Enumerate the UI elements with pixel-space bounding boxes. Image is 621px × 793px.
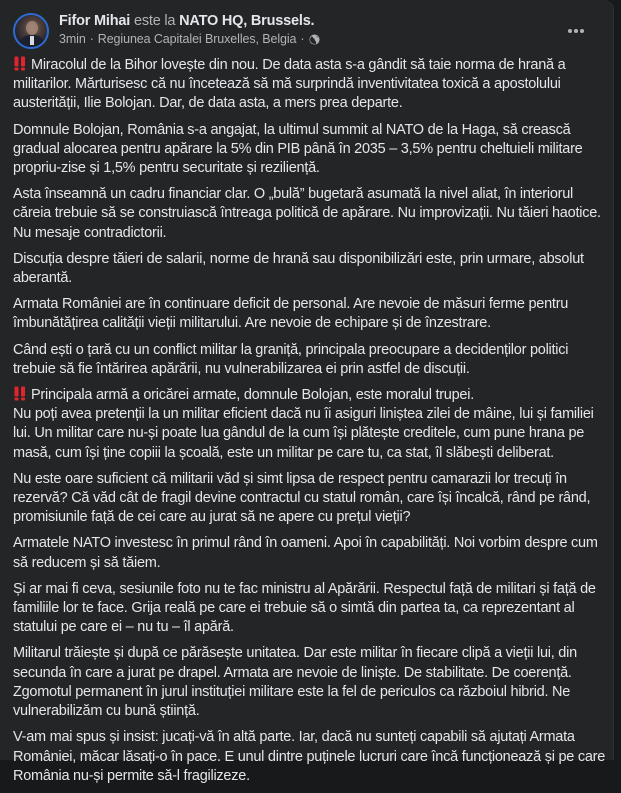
post-paragraph (13, 386, 609, 463)
post-header (13, 11, 603, 51)
paragraph-text: Nu este oare suficient că militarii văd și simt lipsa de respect pentru camarazii lor trecuți în rezervă? Că văd cât de fragil devine contractul cu statul român, care își încalcă, rând pe rând, promisiunile față de cei care au jurat să ne apere cu prețul vieții? (13, 470, 591, 526)
paragraph-text: Discuția despre tăieri de salarii, norme de hrană sau disponibilizări este, prin urmare, absolut aberantă. (13, 250, 584, 287)
paragraph-text: Miracolul de la Bihor lovește din nou. De data asta s-a gândit să taie norma de hrană a militarilor. Mărturisesc că nu încetează să mă surprindă inventivitatea toxică a apostolului austerității, Ilie Bolojan. Dar, de data asta, a mers prea departe. (13, 57, 566, 112)
checkin-connector: este la (133, 13, 176, 29)
author-line (59, 13, 314, 29)
paragraph-text: Asta înseamnă un cadru financiar clar. O „bulă” bugetară asumată la nivel aliat, în interiorul căreia trebuie să se construiască întreaga politică de apărare. Nu improvizații. Nu tăieri haotice. Nu mesaje contradictorii. (13, 186, 601, 241)
post-body (13, 56, 609, 793)
paragraph-text: Armatele NATO investesc în primul rând în oameni. Apoi în capabilități. Noi vorbim despre cum să reducem și să tăiem. (13, 535, 598, 571)
post-paragraph (13, 341, 609, 379)
author-name-link[interactable]: Fifor Mihai (59, 13, 131, 29)
post-paragraph (13, 580, 609, 638)
paragraph-text: Când ești o țară cu un conflict militar la graniță, principala preocupare a decidenților politici trebuie să fie întărirea apărării, nu vulnerabilizarea ei prin astfel de discuții. (13, 341, 569, 377)
paragraph-text: Militarul trăiește și după ce părăsește unitatea. Dar este militar în fiecare clipă a vieții lui, din secunda în care a jurat pe drapel. Armata are nevoie de liniște. De stabilitate. De coerență. Zgomotul permanent în jurul instituției militare este la fel de periculos ca războiul hibrid. Ne vulnerabilizăm cu bună știință. (13, 645, 577, 720)
more-dot (568, 29, 572, 33)
post-paragraph (13, 295, 609, 333)
post-paragraph (13, 250, 609, 288)
more-options-button[interactable] (562, 23, 590, 39)
meta-separator: · (300, 32, 305, 46)
post-paragraph (13, 185, 609, 243)
author-avatar[interactable] (13, 13, 49, 49)
post-paragraph (13, 728, 609, 786)
double-exclamation-icon (13, 56, 27, 71)
post-paragraph (13, 534, 609, 572)
more-dot (580, 29, 584, 33)
post-paragraph (13, 470, 609, 528)
paragraph-text: Nu poți avea pretenții la un militar eficient dacă nu îi asiguri liniștea zilei de mâine, lui și familiei lui. Un militar care nu-și poate lua gândul de la cum își plătește creditele, cum pune hrana pe masă, cum își ține copiii la școală, este un militar pe care tu, ca stat, îl slăbești deliberat. (13, 406, 594, 461)
double-exclamation-icon (13, 386, 27, 401)
paragraph-text: Principala armă a oricărei armate, domnule Bolojan, este moralul trupei. (31, 387, 474, 404)
paragraph-text: Domnule Bolojan, România s-a angajat, la ultimul summit al NATO de la Haga, să crească gradual alocarea pentru apărare la 5% din PIB până în 2035 – 3,5% pentru cheltuieli militare propriu-zise și 1,5% pentru securitate și reziliență. (13, 121, 583, 177)
globe-icon[interactable] (309, 34, 320, 45)
more-dot (574, 29, 578, 33)
post-paragraph (13, 56, 609, 114)
avatar-face (26, 21, 38, 35)
paragraph-text: V-am mai spus și insist: jucați-vă în altă parte. Iar, dacă nu sunteți capabili să ajutați Armata României, măcar lăsați-o în pace. E unul dintre puținele lucruri care încă funcționează și pe care România nu-și permite să-l fragilizeze. (13, 729, 606, 784)
post-paragraph (13, 644, 609, 721)
location-link[interactable]: NATO HQ, Brussels. (179, 13, 315, 29)
paragraph-text: Și ar mai fi ceva, sesiunile foto nu te fac ministru al Apărării. Respectul față de militari și față de familiile lor te face. Grija reală pe care ei trebuie să o simtă din partea ta, ca reprezentant al statului pe care ei – nu tu – îl apără. (13, 580, 596, 636)
post-paragraph (13, 121, 609, 179)
meta-separator: · (89, 32, 94, 46)
post-meta (59, 32, 320, 46)
timestamp-link[interactable]: 3min (59, 32, 86, 46)
place-link[interactable]: Regiunea Capitalei Bruxelles, Belgia (97, 32, 297, 46)
paragraph-text: Armata României are în continuare deficit de personal. Are nevoie de măsuri ferme pentru îmbunătățirea calității vieții militarului. Are nevoie de echipare și de înzestrare. (13, 296, 569, 332)
avatar-shirt (30, 36, 34, 45)
